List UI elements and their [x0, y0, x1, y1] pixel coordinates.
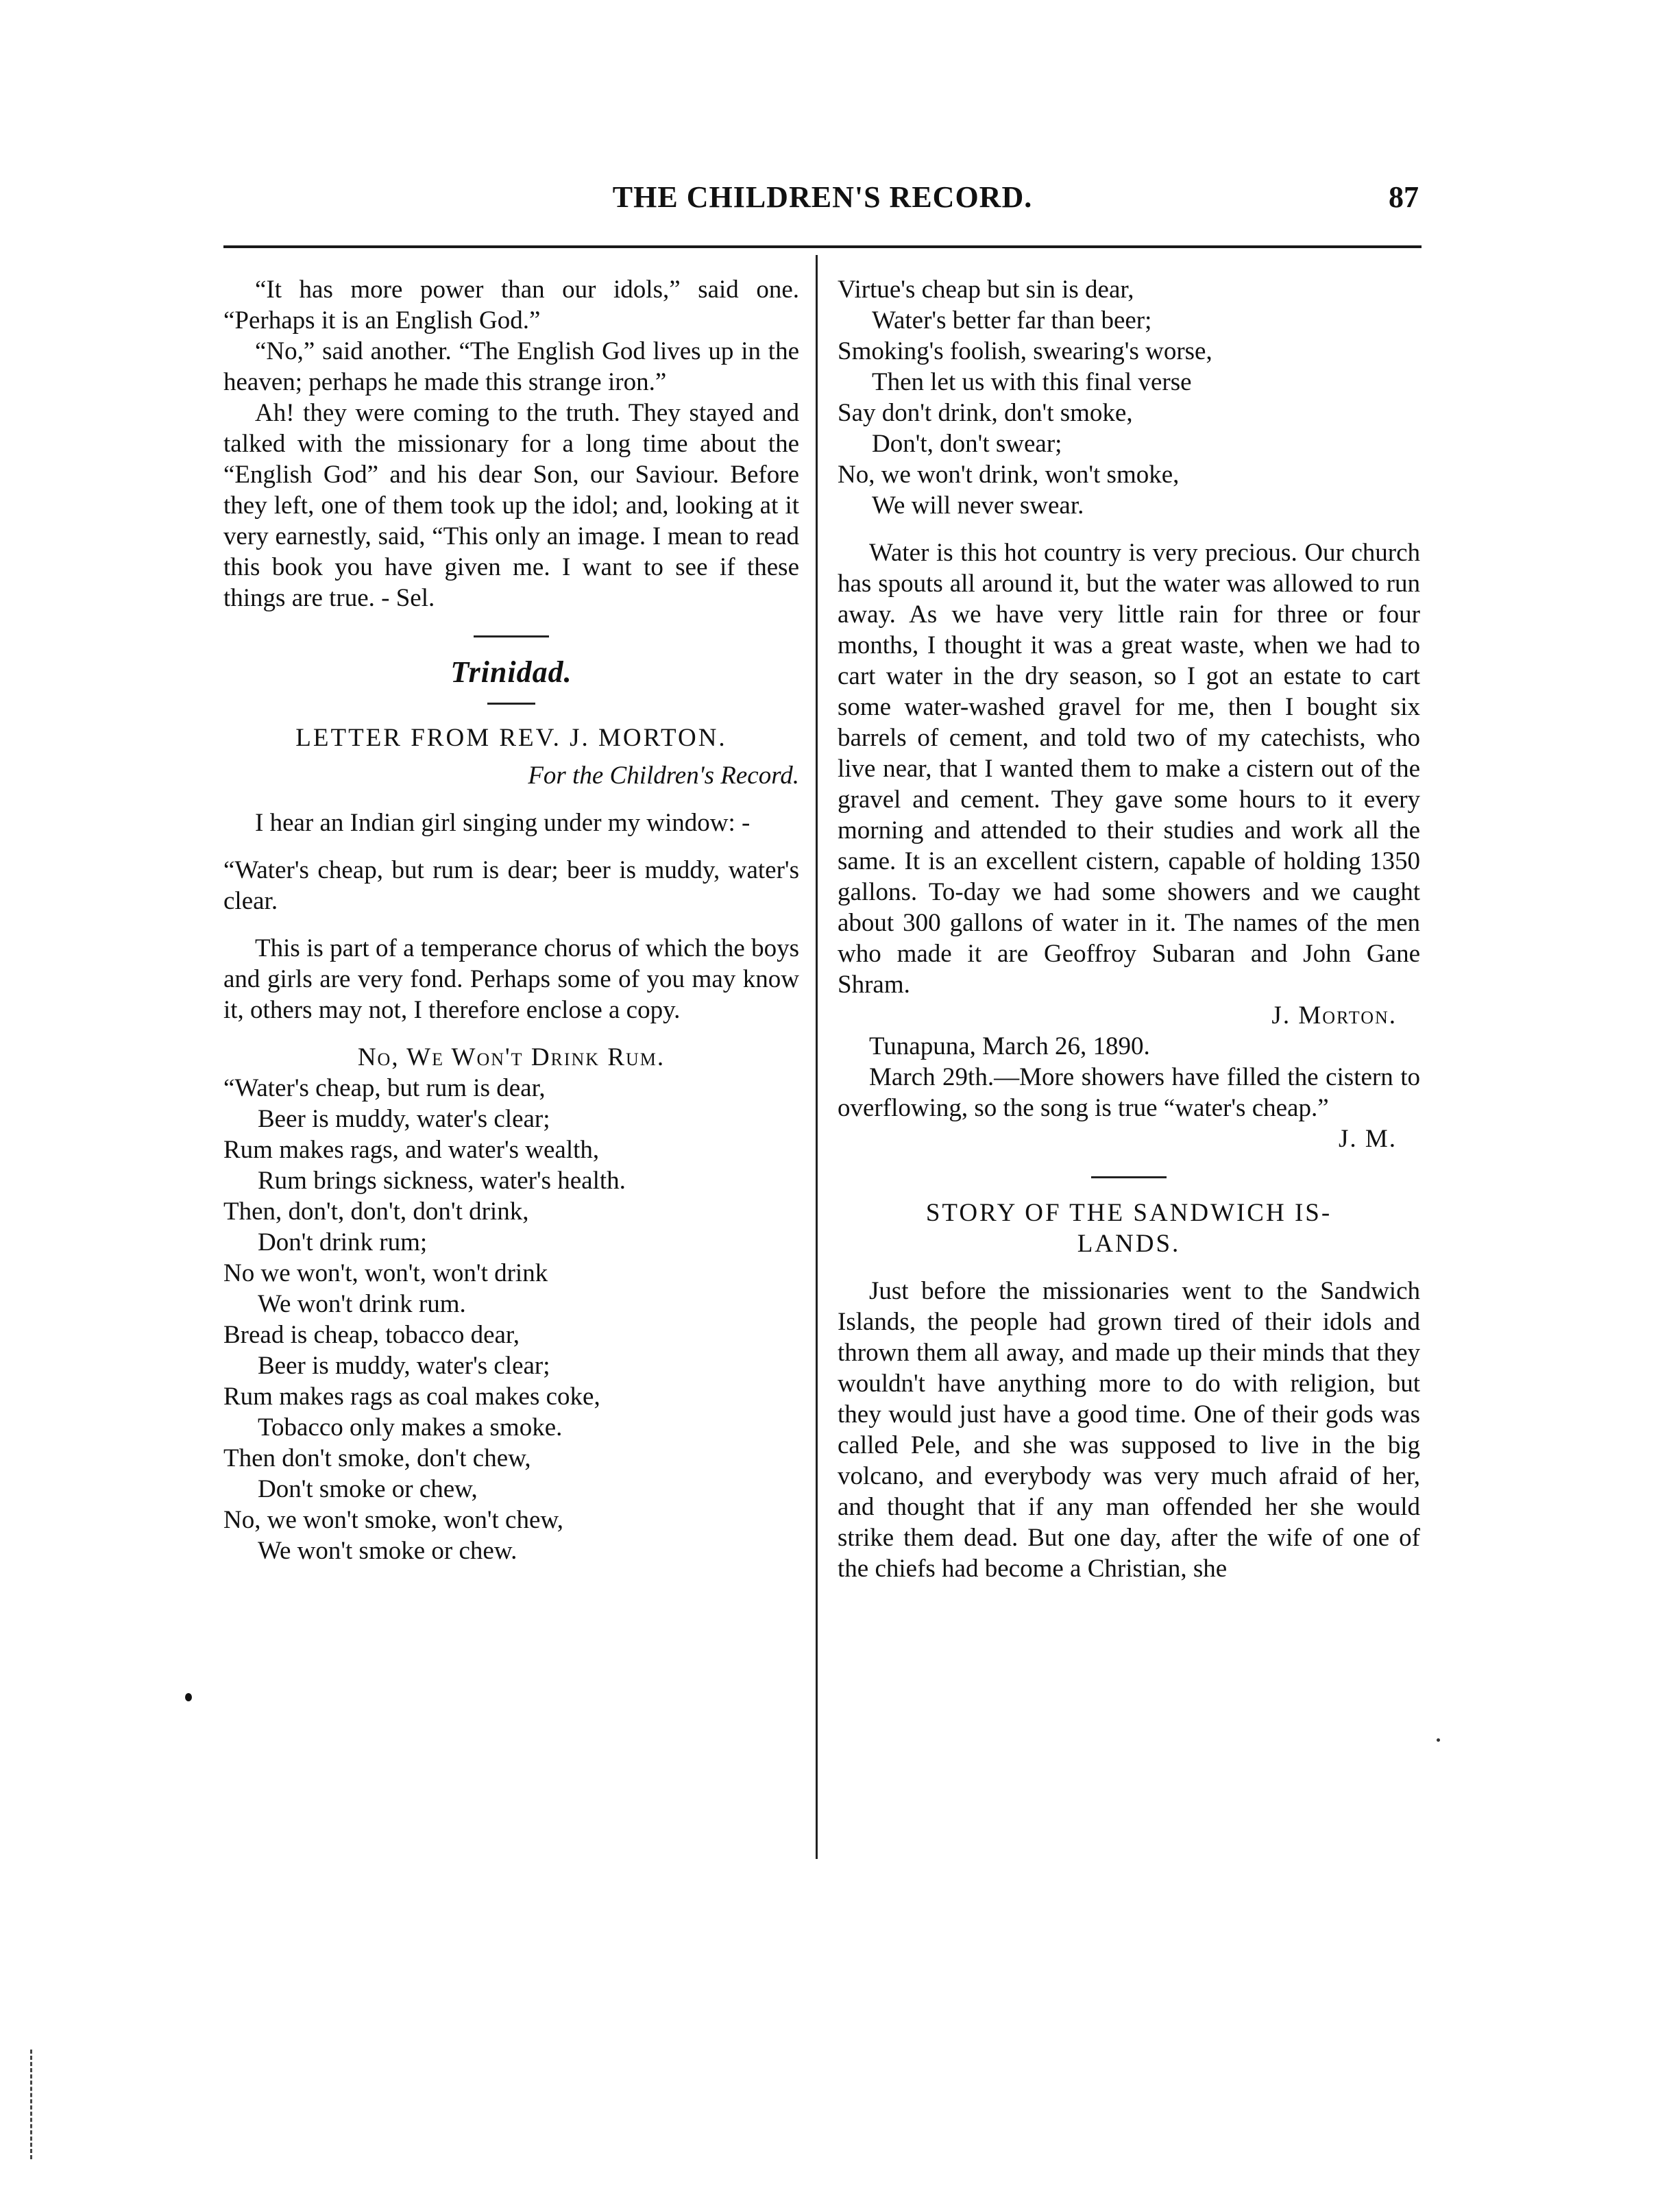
verse-line: Then don't smoke, don't chew, — [223, 1444, 531, 1472]
paragraph: I hear an Indian girl singing under my window: - — [255, 809, 751, 837]
right-column — [838, 274, 1420, 1584]
story-title: LANDS. — [1077, 1230, 1181, 1258]
story-title: STORY OF THE SANDWICH IS- — [925, 1199, 1332, 1227]
verse-line: Rum makes rags as coal makes coke, — [223, 1383, 600, 1411]
paragraph: March 29th.—More showers have filled the cistern to overflowing, so the song is true “water's cheap.” — [838, 1063, 1420, 1122]
page-number: 87 — [1389, 180, 1419, 214]
running-head — [226, 180, 1419, 228]
poem-stanza — [223, 1320, 799, 1566]
verse-line: Rum makes rags, and water's wealth, — [223, 1136, 600, 1164]
verse-line: No, we won't smoke, won't chew, — [223, 1506, 563, 1534]
paragraph: Just before the missionaries went to the Sandwich Islands, the people had grown tired of their idols and thrown them all away, and made up their minds that they wouldn't have anything more to do with religion, but they would just have a good time. One of their gods was called Pele, and she was supposed to live in the big volcano, and everybody was very much afraid of her, and thought that if any man offended her she would strike them dead. But one day, after the wife of one of the chiefs had become a Christian, she — [838, 1277, 1420, 1583]
section-rule — [474, 635, 549, 637]
running-title: THE CHILDREN'S RECORD. — [612, 180, 1033, 214]
letter-title: LETTER FROM REV. J. MORTON. — [295, 724, 727, 752]
header-rule — [223, 245, 1422, 248]
margin-bullet — [185, 1693, 192, 1701]
signature: J. Morton. — [1271, 1001, 1397, 1030]
verse-line: No we won't, won't, won't drink — [223, 1259, 548, 1287]
verse-line: “Water's cheap, but rum is dear, — [223, 1074, 546, 1102]
paragraph: “No,” said another. “The English God lives up in the heaven; perhaps he made this strange iron.” — [223, 337, 799, 396]
verse-line: Don't smoke or chew, — [258, 1475, 478, 1503]
margin-dot — [1437, 1738, 1440, 1742]
paragraph: Ah! they were coming to the truth. They stayed and talked with the missionary for a long time about the “English God” and his dear Son, our Saviour. Before they left, one of them took up the idol; and, looking at it very earnestly, said, “This only an image. I mean to read this book you have given me. I want to see if these things are true. - Sel. — [223, 399, 799, 612]
left-column — [223, 274, 799, 1566]
signature: J. M. — [1338, 1125, 1397, 1153]
verse-line: Bread is cheap, tobacco dear, — [223, 1321, 520, 1349]
paragraph: Water is this hot country is very precious. Our church has spouts all around it, but the water was allowed to run away. As we have very little rain for three or four months, I thought it was a great waste, when we had to cart water in the dry season, so I got an estate to cart some water-washed gravel for me, then I bought six barrels of cement, and told two of my catechists, who live near, that I wanted them to make a cistern out of the gravel and cement. They gave some hours to it every morning and attended to their studies and work all the same. It is an excellent cistern, capable of holding 1350 gallons. To-day we had some showers and we caught about 300 gallons of water in it. The names of the men who made it are Geoffroy Subaran and John Gane Shram. — [838, 539, 1420, 999]
verse-line: No, we won't drink, won't smoke, — [838, 461, 1180, 489]
quote: “Water's cheap, but rum is dear; beer is muddy, water's clear. — [223, 856, 799, 915]
dateline: Tunapuna, March 26, 1890. — [869, 1032, 1150, 1060]
verse-line: Virtue's cheap but sin is dear, — [838, 276, 1134, 304]
byline: For the Children's Record. — [528, 762, 799, 790]
verse-line: Beer is muddy, water's clear; — [258, 1105, 550, 1133]
poem-stanza — [838, 274, 1420, 521]
margin-ticks — [30, 2050, 34, 2159]
column-divider — [816, 255, 818, 1859]
verse-line: Then, don't, don't, don't drink, — [223, 1198, 529, 1226]
verse-line: Don't, don't swear; — [872, 430, 1062, 458]
verse-line: Then let us with this final verse — [872, 368, 1192, 396]
verse-line: Water's better far than beer; — [872, 306, 1152, 335]
verse-line: Don't drink rum; — [258, 1228, 428, 1256]
verse-line: We will never swear. — [872, 491, 1084, 520]
poem-stanza — [223, 1073, 799, 1320]
paragraph: This is part of a temperance chorus of which the boys and girls are very fond. Perhaps some of you may know it, others may not, I therefore enclose a copy. — [223, 934, 799, 1024]
verse-line: Beer is muddy, water's clear; — [258, 1352, 550, 1380]
section-title: Trinidad. — [450, 655, 572, 689]
verse-line: We won't smoke or chew. — [258, 1537, 517, 1565]
poem-title: No, We Won't Drink Rum. — [357, 1043, 666, 1071]
verse-line: Tobacco only makes a smoke. — [258, 1413, 563, 1442]
verse-line: Say don't drink, don't smoke, — [838, 399, 1133, 427]
section-rule — [1091, 1176, 1167, 1178]
verse-line: Rum brings sickness, water's health. — [258, 1167, 626, 1195]
verse-line: Smoking's foolish, swearing's worse, — [838, 337, 1212, 365]
paragraph: “It has more power than our idols,” said one. “Perhaps it is an English God.” — [223, 276, 799, 335]
verse-line: We won't drink rum. — [258, 1290, 466, 1318]
section-rule — [487, 703, 535, 705]
